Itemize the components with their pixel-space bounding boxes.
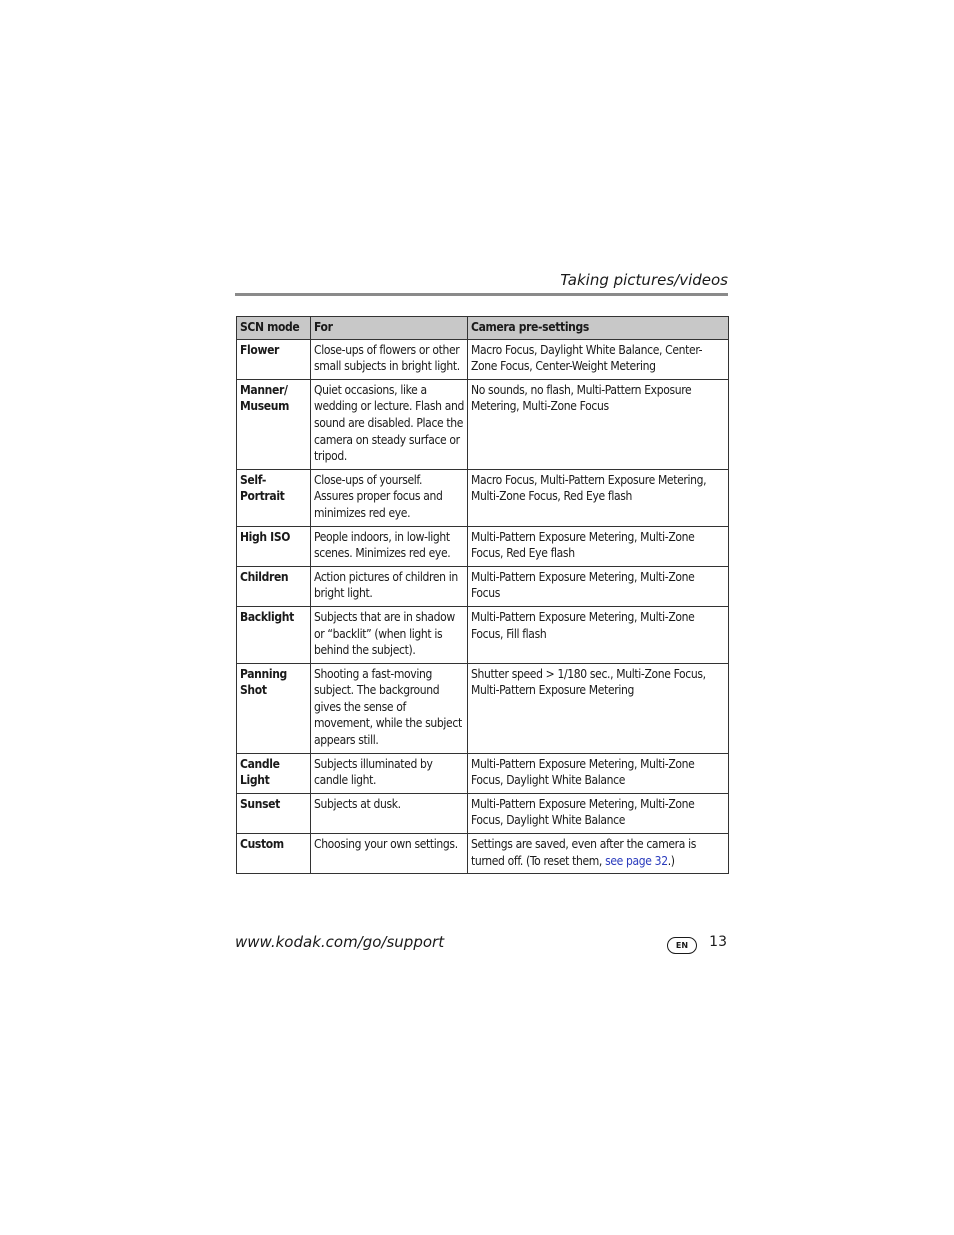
for-cell: Subjects illuminated by candle light. [311, 753, 468, 793]
column-header-scn-mode: SCN mode [237, 317, 311, 340]
presettings-text-before: Settings are saved, even after the camera is turned off. (To reset them, [471, 837, 697, 868]
table-row [237, 339, 729, 379]
for-cell: Close-ups of yourself. Assures proper focus and minimizes red eye. [311, 469, 468, 526]
section-title: Taking pictures/videos [560, 271, 728, 289]
table-row [237, 663, 729, 753]
presettings-text-after: .) [667, 853, 675, 868]
table-row [237, 606, 729, 663]
scn-mode-cell: Flower [237, 339, 311, 379]
presettings-cell: Shutter speed > 1/180 sec., Multi-Zone Focus, Multi-Pattern Exposure Metering [468, 663, 729, 753]
table-row [237, 834, 729, 874]
scn-mode-cell: Backlight [237, 606, 311, 663]
scn-mode-cell: Candle Light [237, 753, 311, 793]
support-url[interactable]: www.kodak.com/go/support [235, 933, 445, 951]
presettings-cell: No sounds, no flash, Multi-Pattern Exposure Metering, Multi-Zone Focus [468, 379, 729, 469]
language-badge: EN [667, 937, 697, 954]
scn-mode-cell: Self-Portrait [237, 469, 311, 526]
for-cell: Subjects that are in shadow or “backlit” (when light is behind the subject). [311, 606, 468, 663]
page-number: 13 [709, 934, 727, 950]
for-cell: Shooting a fast-moving subject. The background gives the sense of movement, while the subject appears still. [311, 663, 468, 753]
presettings-cell: Multi-Pattern Exposure Metering, Multi-Zone Focus, Red Eye flash [468, 526, 729, 566]
scn-mode-cell: Custom [237, 834, 311, 874]
scn-mode-cell: Sunset [237, 793, 311, 833]
for-cell: Subjects at dusk. [311, 793, 468, 833]
for-cell: Quiet occasions, like a wedding or lecture. Flash and sound are disabled. Place the camera on steady surface or tripod. [311, 379, 468, 469]
for-cell: Action pictures of children in bright light. [311, 566, 468, 606]
table-row [237, 526, 729, 566]
presettings-cell: Multi-Pattern Exposure Metering, Multi-Zone Focus [468, 566, 729, 606]
scn-mode-cell: Children [237, 566, 311, 606]
presettings-cell [468, 834, 729, 874]
table-row [237, 469, 729, 526]
presettings-cell: Macro Focus, Multi-Pattern Exposure Metering, Multi-Zone Focus, Red Eye flash [468, 469, 729, 526]
table-row [237, 793, 729, 833]
scn-mode-table [236, 316, 729, 874]
presettings-cell: Macro Focus, Daylight White Balance, Center-Zone Focus, Center-Weight Metering [468, 339, 729, 379]
presettings-cell: Multi-Pattern Exposure Metering, Multi-Zone Focus, Daylight White Balance [468, 753, 729, 793]
scn-mode-cell: Manner/ Museum [237, 379, 311, 469]
presettings-cell: Multi-Pattern Exposure Metering, Multi-Zone Focus, Fill flash [468, 606, 729, 663]
for-cell: Close-ups of flowers or other small subjects in bright light. [311, 339, 468, 379]
column-header-for: For [311, 317, 468, 340]
column-header-camera-presettings: Camera pre-settings [468, 317, 729, 340]
for-cell: People indoors, in low-light scenes. Minimizes red eye. [311, 526, 468, 566]
table-header-row [237, 317, 729, 340]
scn-mode-cell: High ISO [237, 526, 311, 566]
scn-mode-cell: Panning Shot [237, 663, 311, 753]
table-row [237, 566, 729, 606]
presettings-cell: Multi-Pattern Exposure Metering, Multi-Zone Focus, Daylight White Balance [468, 793, 729, 833]
for-cell: Choosing your own settings. [311, 834, 468, 874]
table-row [237, 379, 729, 469]
table-row [237, 753, 729, 793]
header-rule [235, 293, 728, 296]
see-page-32-link[interactable]: see page 32 [605, 853, 668, 868]
